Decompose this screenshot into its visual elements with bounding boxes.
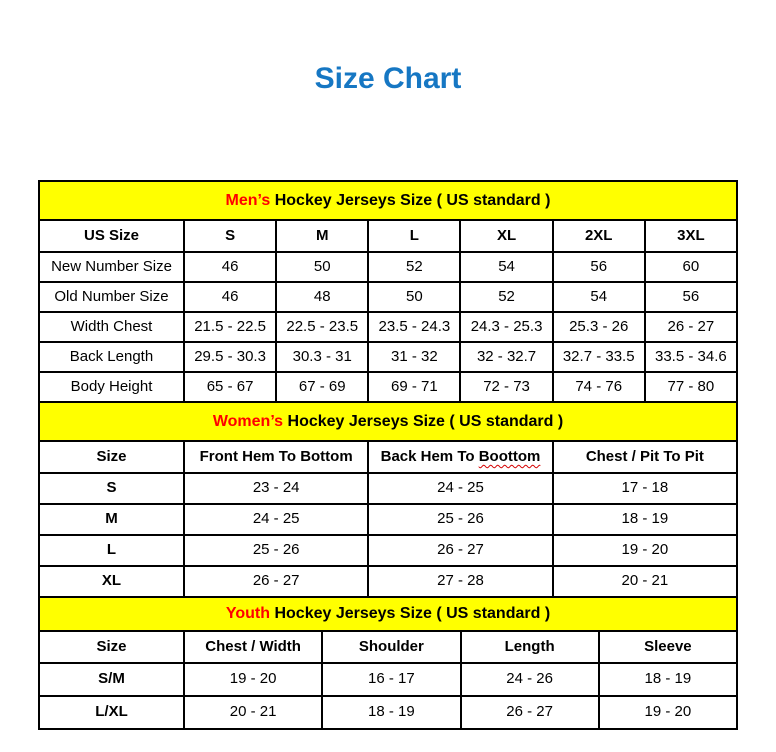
womens-header-row	[39, 441, 737, 473]
table-cell: 32 - 32.7	[460, 342, 552, 372]
table-cell: 18 - 19	[553, 504, 737, 535]
womens-section-header-row	[39, 402, 737, 441]
row-label: Width Chest	[39, 312, 184, 342]
table-cell: 24.3 - 25.3	[460, 312, 552, 342]
column-header-xl: XL	[460, 220, 552, 252]
table-row	[39, 252, 737, 282]
table-cell: 25.3 - 26	[553, 312, 645, 342]
table-cell: 50	[368, 282, 460, 312]
table-cell: 27 - 28	[368, 566, 552, 597]
column-header-us-size: US Size	[39, 220, 184, 252]
table-cell: 25 - 26	[368, 504, 552, 535]
table-cell: 48	[276, 282, 368, 312]
back-hem-label-prefix: Back Hem To	[380, 447, 479, 465]
row-label: Body Height	[39, 372, 184, 402]
column-header-3xl: 3XL	[645, 220, 737, 252]
table-cell: 54	[553, 282, 645, 312]
mens-section-highlight: Men’s	[225, 191, 271, 209]
column-header-length: Length	[461, 631, 599, 663]
row-label: XL	[39, 566, 184, 597]
youth-section-header-row	[39, 597, 737, 631]
table-cell: 69 - 71	[368, 372, 460, 402]
table-cell: 33.5 - 34.6	[645, 342, 737, 372]
table-cell: 24 - 25	[184, 504, 368, 535]
table-cell: 77 - 80	[645, 372, 737, 402]
table-cell: 24 - 25	[368, 473, 552, 504]
mens-section-header	[39, 181, 737, 220]
table-cell: 25 - 26	[184, 535, 368, 566]
row-label: Old Number Size	[39, 282, 184, 312]
table-cell: 17 - 18	[553, 473, 737, 504]
table-row	[39, 535, 737, 566]
womens-section-highlight: Women’s	[212, 412, 284, 430]
table-cell: 31 - 32	[368, 342, 460, 372]
column-header-m: M	[276, 220, 368, 252]
column-header-2xl: 2XL	[553, 220, 645, 252]
table-cell: 67 - 69	[276, 372, 368, 402]
row-label: S	[39, 473, 184, 504]
table-cell: 46	[184, 282, 276, 312]
mens-section-title: Hockey Jerseys Size ( US standard )	[270, 191, 551, 209]
table-cell: 56	[645, 282, 737, 312]
table-cell: 46	[184, 252, 276, 282]
table-cell: 26 - 27	[461, 696, 599, 729]
column-header-chest-pit: Chest / Pit To Pit	[553, 441, 737, 473]
table-cell: 26 - 27	[184, 566, 368, 597]
column-header-s: S	[184, 220, 276, 252]
row-label: L/XL	[39, 696, 184, 729]
youth-size-table	[38, 596, 738, 730]
table-cell: 20 - 21	[184, 696, 322, 729]
table-row	[39, 372, 737, 402]
mens-section-header-row	[39, 181, 737, 220]
row-label: L	[39, 535, 184, 566]
column-header-sleeve: Sleeve	[599, 631, 737, 663]
table-cell: 30.3 - 31	[276, 342, 368, 372]
youth-section-title: Hockey Jerseys Size ( US standard )	[270, 605, 551, 623]
back-hem-misspelled-word: Boottom	[478, 447, 541, 465]
womens-size-table	[38, 401, 738, 598]
table-cell: 23.5 - 24.3	[368, 312, 460, 342]
page-title: Size Chart	[314, 62, 462, 95]
table-cell: 72 - 73	[460, 372, 552, 402]
table-cell: 52	[368, 252, 460, 282]
row-label: New Number Size	[39, 252, 184, 282]
table-cell: 26 - 27	[368, 535, 552, 566]
table-cell: 74 - 76	[553, 372, 645, 402]
womens-section-header	[39, 402, 737, 441]
mens-size-table	[38, 180, 738, 403]
table-cell: 56	[553, 252, 645, 282]
table-cell: 19 - 20	[599, 696, 737, 729]
table-row	[39, 696, 737, 729]
table-row	[39, 504, 737, 535]
table-cell: 52	[460, 282, 552, 312]
table-row	[39, 473, 737, 504]
row-label: M	[39, 504, 184, 535]
youth-section-highlight: Youth	[225, 605, 271, 623]
womens-section-title: Hockey Jerseys Size ( US standard )	[283, 412, 564, 430]
table-cell: 20 - 21	[553, 566, 737, 597]
column-header-l: L	[368, 220, 460, 252]
column-header-shoulder: Shoulder	[322, 631, 460, 663]
table-cell: 32.7 - 33.5	[553, 342, 645, 372]
table-row	[39, 342, 737, 372]
table-row	[39, 312, 737, 342]
column-header-back-hem	[368, 441, 552, 473]
table-cell: 23 - 24	[184, 473, 368, 504]
column-header-front-hem: Front Hem To Bottom	[184, 441, 368, 473]
column-header-size: Size	[39, 631, 184, 663]
table-cell: 29.5 - 30.3	[184, 342, 276, 372]
table-row	[39, 566, 737, 597]
table-cell: 24 - 26	[461, 663, 599, 696]
table-cell: 16 - 17	[322, 663, 460, 696]
row-label: S/M	[39, 663, 184, 696]
table-cell: 54	[460, 252, 552, 282]
row-label: Back Length	[39, 342, 184, 372]
mens-header-row	[39, 220, 737, 252]
table-row	[39, 282, 737, 312]
table-cell: 26 - 27	[645, 312, 737, 342]
table-cell: 65 - 67	[184, 372, 276, 402]
youth-header-row	[39, 631, 737, 663]
table-cell: 19 - 20	[553, 535, 737, 566]
table-row	[39, 663, 737, 696]
table-cell: 22.5 - 23.5	[276, 312, 368, 342]
column-header-chest-width: Chest / Width	[184, 631, 322, 663]
column-header-size: Size	[39, 441, 184, 473]
table-cell: 50	[276, 252, 368, 282]
table-cell: 18 - 19	[599, 663, 737, 696]
table-cell: 19 - 20	[184, 663, 322, 696]
table-cell: 21.5 - 22.5	[184, 312, 276, 342]
table-cell: 18 - 19	[322, 696, 460, 729]
table-cell: 60	[645, 252, 737, 282]
size-chart-tables	[38, 180, 736, 730]
youth-section-header	[39, 597, 737, 631]
